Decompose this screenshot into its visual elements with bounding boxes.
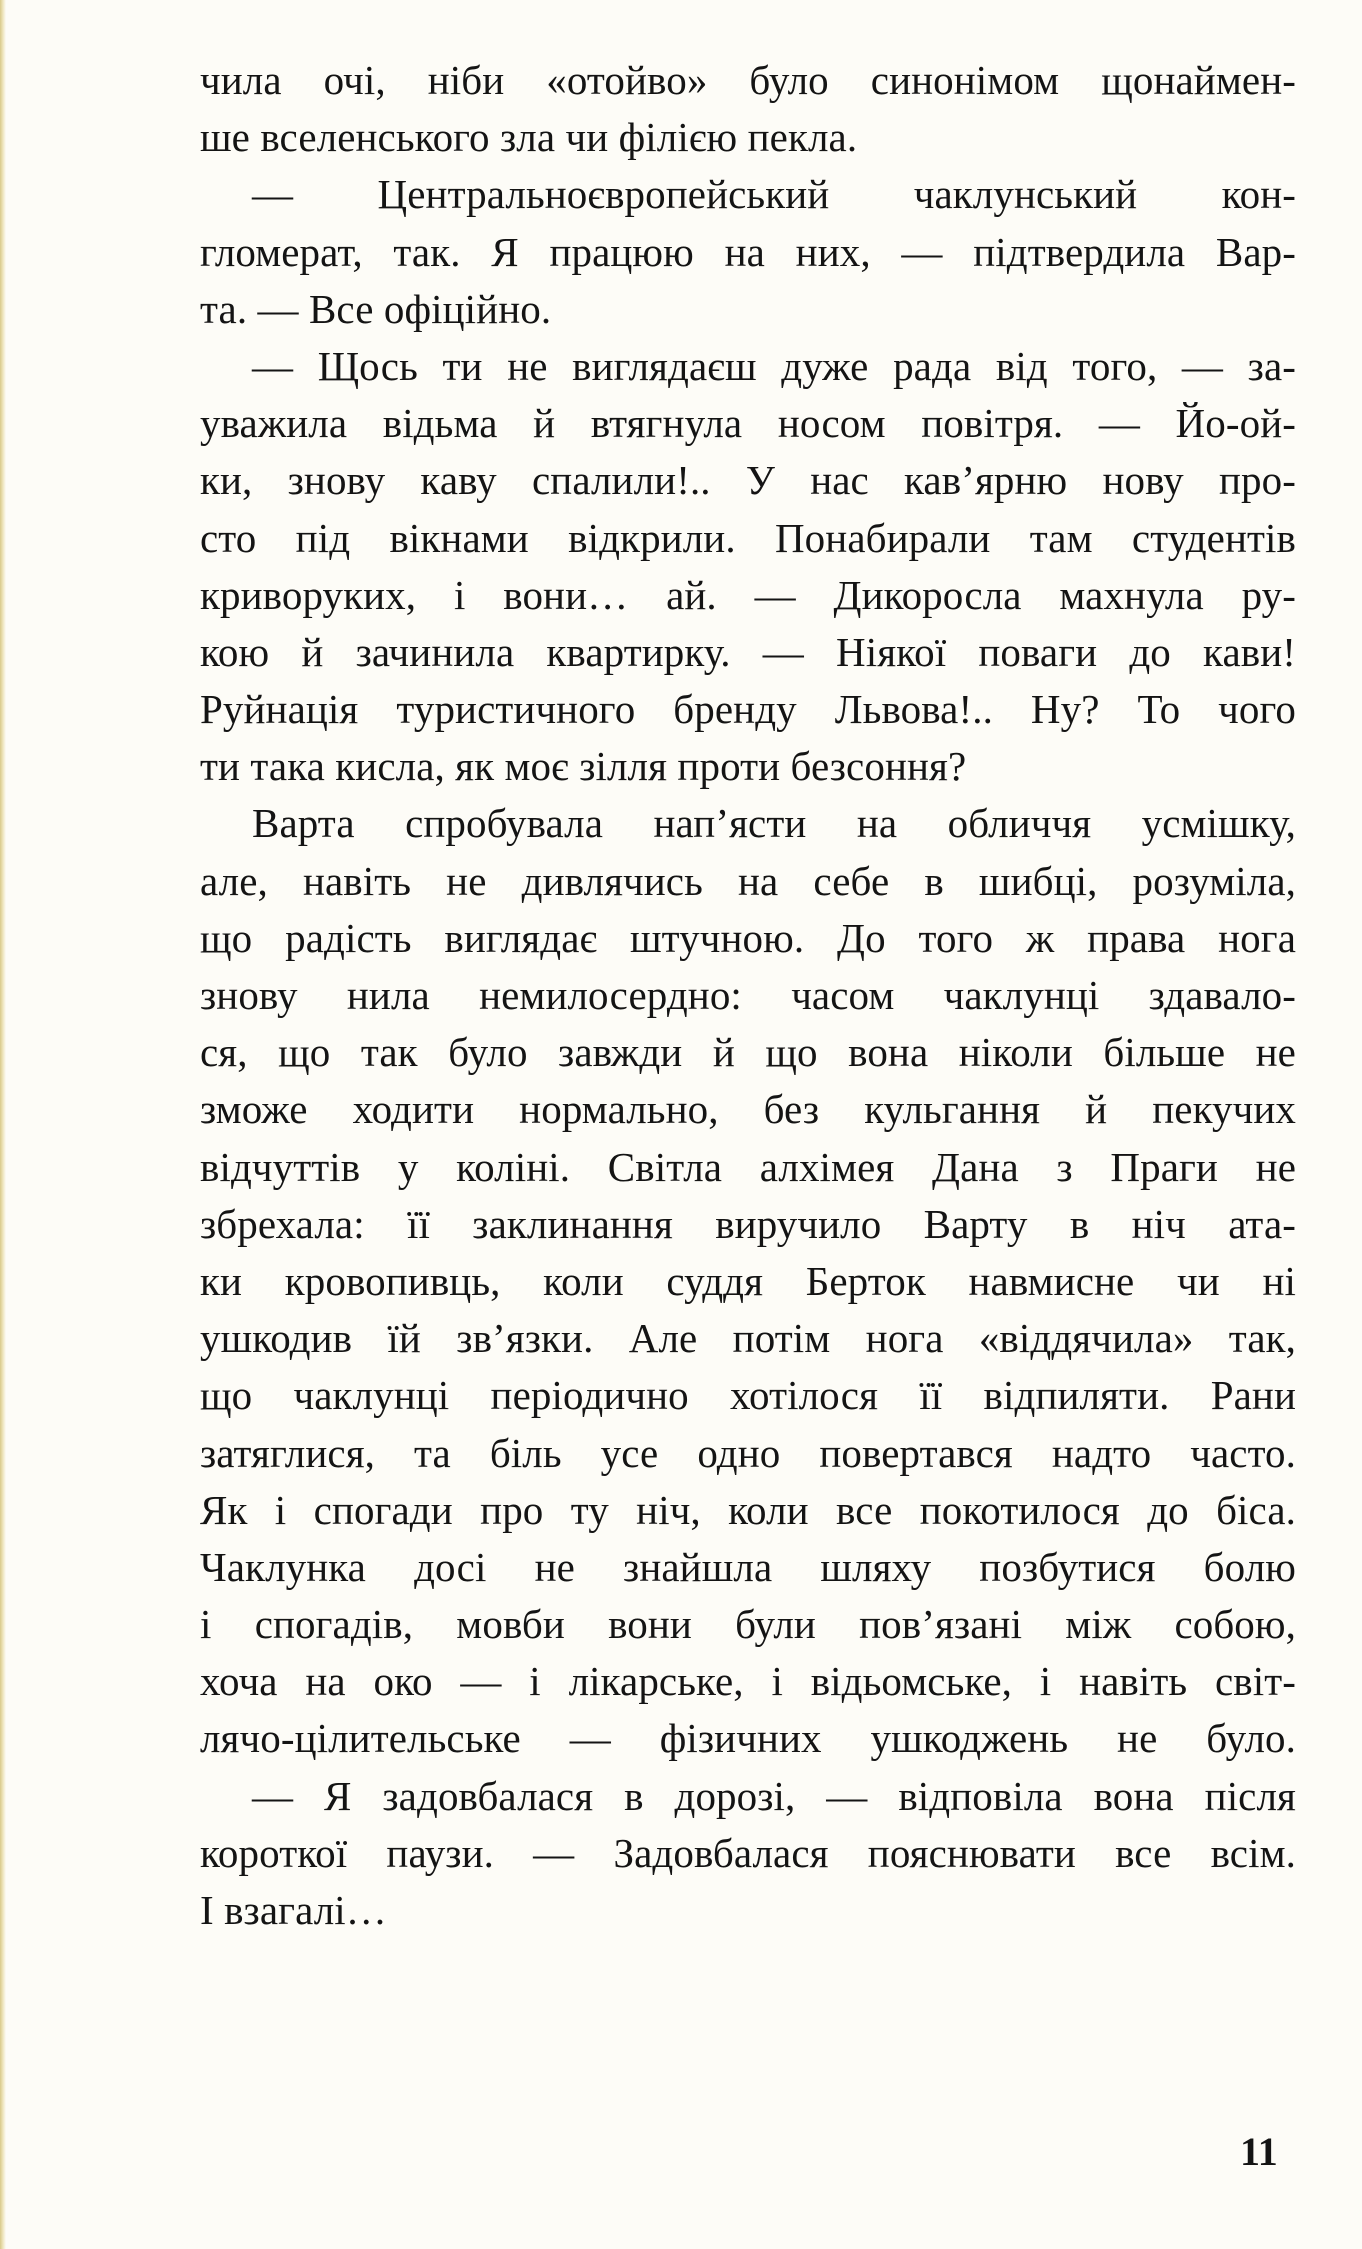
text-line: що радість виглядає штучною. До того ж права нога [200,914,1296,961]
page-edge [0,0,6,2249]
text-line: та. — Все офіційно. [200,285,552,332]
text-line: лячо-цілительське — фізичних ушкоджень не було. [200,1715,1296,1762]
text-line: сто під вікнами відкрили. Понабирали там студентів [200,514,1296,561]
text-line: але, навіть не дивлячись на себе в шибці, розуміла, [200,857,1296,904]
text-line: затяглися, та біль усе одно повертався надто часто. [200,1429,1296,1476]
text-line: гломерат, так. Я працюю на них, — підтвердила Вар- [200,228,1296,275]
text-line: Руйнація туристичного бренду Львова!.. Ну? То чого [200,686,1296,733]
text-line: і спогадів, мовби вони були пов’язані між собою, [200,1601,1296,1648]
text-line: Чаклунка досі не знайшла шляху позбутися болю [200,1543,1296,1590]
text-line: Варта спробувала нап’ясти на обличчя усмішку, [252,800,1296,847]
text-line: ки, знову каву спалили!.. У нас кав’ярню нову про- [200,457,1296,504]
text-line: ся, що так було завжди й що вона ніколи більше не [200,1029,1296,1076]
text-line: знову нила немилосердно: часом чаклунці здавало- [200,972,1296,1018]
text-line: що чаклунці періодично хотілося її відпиляти. Рани [200,1372,1296,1419]
body-text [200,52,1296,1939]
text-line: криворуких, і вони… ай. — Дикоросла махнула ру- [200,571,1296,618]
text-line: кою й зачинила квартирку. — Ніякої поваги до кави! [200,628,1296,675]
text-line: ше вселенського зла чи філією пекла. [200,114,858,161]
text-line: хоча на око — і лікарське, і відьомське, і навіть світ- [200,1658,1296,1705]
text-line: уважила відьма й втягнула носом повітря. — Йо-ой- [200,400,1296,447]
text-line: — Я задовбалася в дорозі, — відповіла вона після [252,1772,1296,1819]
text-line: збрехала: її заклинання виручило Варту в ніч ата- [200,1200,1296,1247]
text-line: — Щось ти не виглядаєш дуже рада від того, — за- [252,342,1296,389]
text-line: ушкодив їй зв’язки. Але потім нога «віддячила» так, [200,1315,1296,1362]
text-line: відчуттів у коліні. Світла алхімея Дана з Праги не [200,1143,1296,1190]
text-line: — Центральноєвропейський чаклунський кон- [252,171,1296,218]
text-line: чила очі, ніби «отойво» було синонімом щонаймен- [200,57,1296,103]
text-line: зможе ходити нормально, без кульгання й пекучих [200,1086,1296,1133]
text-line: ти така кисла, як моє зілля проти безсоння? [200,743,967,790]
text-line: короткої паузи. — Задовбалася пояснювати все всім. [200,1829,1296,1876]
text-line: ки кровопивць, коли суддя Берток навмисне чи ні [200,1257,1296,1304]
text-line: І взагалі… [200,1887,387,1933]
page-number: 11 [1240,2129,1278,2174]
text-line: Як і спогади про ту ніч, коли все покотилося до біса. [200,1486,1296,1533]
